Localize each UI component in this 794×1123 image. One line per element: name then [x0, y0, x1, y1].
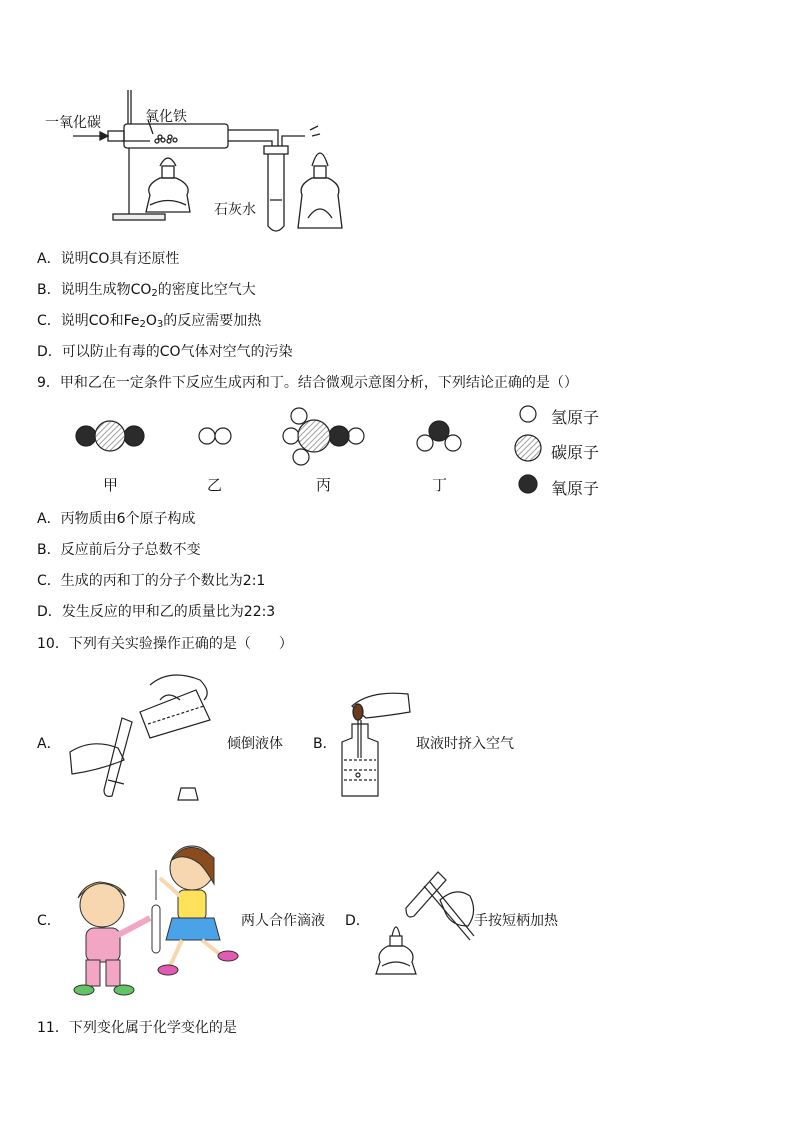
q9-option-b-letter: B．	[37, 542, 61, 558]
q8-option-c-text-pre: 说明CO和Fe	[60, 313, 140, 329]
iron-oxide-label: 氧化铁	[145, 109, 187, 125]
q9-option-a-letter: A．	[37, 511, 61, 527]
q8-option-c-text-post: 的反应需要加热	[163, 313, 262, 329]
q9-option-c-text: 生成的丙和丁的分子个数比为2:1	[60, 573, 266, 589]
q8-option-b-text-post: 的密度比空气大	[157, 282, 256, 298]
legend-carbon-label: 碳原子	[551, 443, 600, 462]
molecule-label-yi: 乙	[207, 476, 223, 494]
molecule-label-ding: 丁	[432, 476, 448, 494]
q8-option-c-subscript-2: 3	[156, 319, 164, 330]
q10-option-d-caption: 手按短柄加热	[474, 913, 558, 929]
q10-option-c-letter: C．	[37, 913, 61, 929]
q8-option-a-text: 说明CO具有还原性	[60, 251, 180, 267]
q10-stem: 10．下列有关实验操作正确的是（ ）	[37, 636, 293, 652]
molecule-label-jia: 甲	[103, 476, 119, 494]
q8-option-c-letter: C．	[37, 313, 61, 329]
q9-option-a-text: 丙物质由6个原子构成	[60, 511, 196, 527]
q10-option-c-caption: 两人合作滴液	[241, 913, 325, 929]
q9-option-c-letter: C．	[37, 573, 61, 589]
molecule-label-bing: 丙	[316, 476, 332, 494]
q8-option-c-subscript-1: 2	[139, 319, 146, 330]
co-label: 一氧化碳	[45, 115, 101, 131]
q8-option-b-letter: B．	[37, 282, 61, 298]
q9-option-d-letter: D．	[37, 604, 62, 620]
q9-stem: 9．甲和乙在一定条件下反应生成丙和丁。结合微观示意图分析，下列结论正确的是（）	[37, 375, 578, 391]
q10-option-b-letter: B．	[313, 736, 337, 752]
q8-option-b-text-pre: 说明生成物CO	[60, 282, 152, 298]
q9-option-b-text: 反应前后分子总数不变	[60, 542, 201, 558]
q10-option-d-letter: D．	[345, 913, 370, 929]
limewater-label: 石灰水	[214, 202, 256, 218]
legend-oxygen-label: 氧原子	[551, 479, 600, 498]
q8-option-d-letter: D．	[37, 344, 62, 360]
q10-option-b-caption: 取液时挤入空气	[416, 736, 514, 752]
q8-option-d-text: 可以防止有毒的CO气体对空气的污染	[61, 344, 293, 360]
legend-hydrogen-label: 氢原子	[551, 408, 600, 427]
q8-option-b-subscript: 2	[151, 288, 158, 299]
q11-stem: 11．下列变化属于化学变化的是	[37, 1020, 237, 1036]
q8-option-a-letter: A．	[37, 251, 61, 267]
q10-option-a-letter: A．	[37, 736, 61, 752]
q9-option-d-text: 发生反应的甲和乙的质量比为22:3	[61, 604, 276, 620]
q8-option-c-text-mid: O	[145, 313, 157, 329]
q10-option-a-caption: 倾倒液体	[227, 736, 283, 752]
